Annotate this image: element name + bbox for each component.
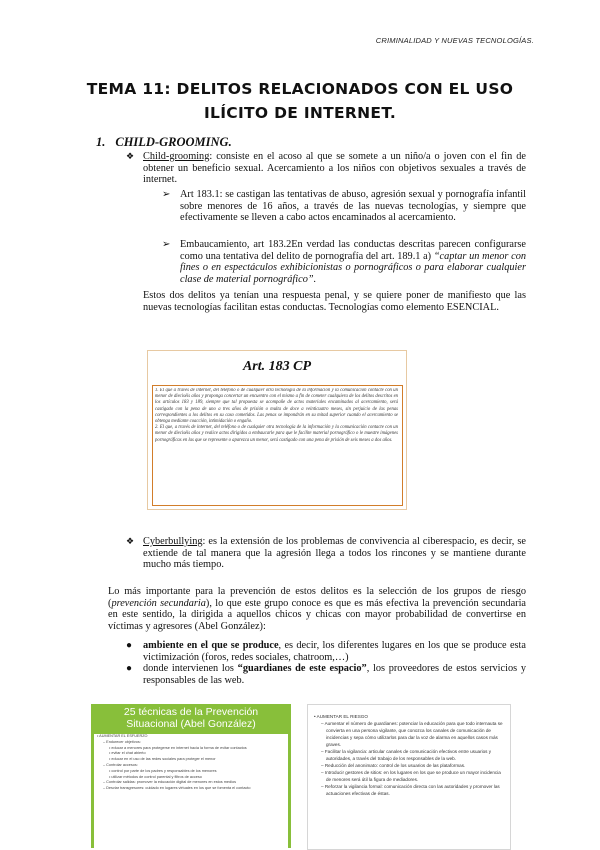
definition-cyberbullying: : es la extensión de los problemas de convivencia al ciberespacio, es decir, se extiende de tal manera que la agresión llega a todos los rincones y se mantiene durante mucho más tiempo. [143, 536, 526, 571]
sub-bullet-art-183-1 [162, 189, 526, 224]
slide-line: – Facilitar la vigilancia: articular canales de comunicación efectivos entre usuarios y autoridades, a través del trabajo de los responsables de la web. [321, 749, 492, 761]
diamond-bullet-icon: ❖ [126, 151, 135, 161]
figure-paragraph-1: 1. El que a través de internet, del teléfono o de cualquier otra tecnología de la información y la comunicación contacte con un menor de dieciséis años y proponga concertar un encuentro con el mismo a fin de cometer cualquiera de los delitos descritos en los artículos 183 y 189, siempre que tal propuesta se acompañe de actos materiales encaminados al acercamiento, será castigado con la pena de uno a tres años de prisión o multa de doce a veinticuatro meses, sin perjuicio de las penas correspondientes a los delitos en su caso cometidos. Las penas se impondrán en su mitad superior cuando el acercamiento se obtenga mediante coacción, intimidación o engaño. [155, 388, 398, 425]
bold-term: ambiente en el que se produce [143, 640, 279, 651]
slide-line: – Introducir gestores de sitios: en los lugares en los que se produce un mayor incidencia de menores será útil la figura de mediadores. [321, 770, 501, 782]
diamond-bullet-icon: ❖ [126, 536, 135, 546]
list-item-ambiente: ● ambiente en el que se produce, es decir, los diferentes lugares en los que se produce esta victimización (foros, redes sociales, chatroom,…) [126, 640, 526, 663]
sub-bullet-quote: “captar un menor con fines o en espectáculos exhibicionistas o pornográficos o para elaborar cualquier clase de material pornográfico”. [180, 250, 527, 285]
chapter-title [60, 77, 540, 125]
section-number: 1. [96, 135, 106, 149]
section-title: CHILD-GROOMING. [115, 135, 232, 149]
dot-bullet-icon: ● [126, 663, 133, 674]
figure-paragraph-2: 2. El que, a través de internet, del teléfono o de cualquier otra tecnología de la información y la comunicación contacte con un menor de dieciséis años y realice actos dirigidos a embaucarle para que le facilite material pornográfico o le muestre imágenes pornográficas en las que se represente o aparezca un menor, será castigado con una pena de prisión de seis meses a dos años. [155, 425, 398, 443]
figure-art-183 [147, 350, 407, 510]
paragraph-summary: Estos dos delitos ya tenían una respuesta penal, y se quiere poner de manifiesto que las nuevas tecnologías facilitan estas conductas. Tecnologías como elemento ESENCIAL. [143, 290, 526, 313]
sub-bullet-text: Art 183.1: se castigan las tentativas de abuso, agresión sexual y pornografía infantil sobre menores de 16 años, a través de las nuevas tecnologías, y siempre que efectivamente se lleven a cabo actos encaminados al acercamiento. [180, 189, 526, 224]
term-child-grooming: Child-grooming [143, 151, 210, 162]
list-item-guardianes: ● donde intervienen los “guardianes de este espacio”, los proveedores de estos servicios y responsables de las web. [126, 663, 526, 686]
slide-increase-risk [307, 704, 511, 850]
slide-prevention-techniques [91, 704, 291, 848]
definition-child-grooming: : consiste en el acoso al que se somete a un niño/a o joven con el fin de obtener un beneficio sexual. Acercamiento a los niños con objetivos sexuales a través de internet. [143, 151, 526, 186]
figure-text [155, 388, 398, 502]
chapter-title-line-2: ILÍCITO DE INTERNET. [203, 104, 397, 122]
slide-body: • AUMENTAR EL ESFUERZO – Endurecer objetivos: • educar a menores para protegerse en internet hacia la forma de evitar contactos • evitar el chat abierto • educar en el uso de las redes sociales para proteger el menor – Controlar accesos: • control por parte de los padres y responsables de los menores • utilizar métodos de control parental y filtros de acceso – Controlar salidas: promover la educación digital de menores en estos medios – Desviar transgresores: cuidado en lugares virtuales en los que se fomenta el contacto [94, 734, 288, 848]
term-cyberbullying: Cyberbullying [143, 536, 203, 547]
bold-term: “guardianes de este espacio” [237, 663, 367, 674]
arrow-bullet-icon: ➢ [162, 189, 171, 200]
bullet-child-grooming [126, 151, 526, 186]
italic-term: prevención secundaria [111, 597, 206, 609]
running-header: CRIMINALIDAD Y NUEVAS TECNOLOGÍAS. [375, 36, 534, 45]
slide-line: – Reducción del anonimato: control de los usuarios de las plataformas. [321, 763, 466, 768]
chapter-title-line-1: TEMA 11: DELITOS RELACIONADOS CON EL USO [86, 80, 514, 98]
section-heading [96, 135, 232, 150]
figure-title: Art. 183 CP [242, 359, 312, 374]
slide-line: – Reforzar la vigilancia formal: comunicación directa con las autoridades y promover las actuaciones efectivas de éstas. [321, 784, 500, 796]
sub-bullet-art-183-2 [162, 239, 526, 285]
slide-line: • AUMENTAR EL RIESGO [314, 714, 368, 719]
sub-bullet-text: Embaucamiento, art 183.2En verdad las conductas descritas parecen configurarse como una tentativa del delito de pornografía del art. 189.1 a) [180, 239, 526, 262]
bullet-cyberbullying [126, 536, 526, 571]
arrow-bullet-icon: ➢ [162, 239, 171, 250]
slide-title: 25 técnicas de la Prevención Situacional (Abel González) [123, 706, 259, 730]
slide-line: – Aumentar el número de guardianes: potenciar la educación para que todo internauta se convierta en una persona vigilante, que conozca los canales de comunicación de incidencias y sepa cómo utilizarlos para dar la voz de alarma en aquellos casos más graves. [321, 721, 503, 747]
paragraph-prevention: Lo más importante para la prevención de estos delitos es la selección de los grupos de riesgo (prevención secundaria), lo que este grupo conoce es que es más efectiva la prevención secundaria en este sentido, la dirigida a aquellos chicos y chicas con mayor probabilidad de convertirse en víctimas y agresores (Abel González): [108, 586, 526, 632]
dot-bullet-icon: ● [126, 640, 133, 651]
